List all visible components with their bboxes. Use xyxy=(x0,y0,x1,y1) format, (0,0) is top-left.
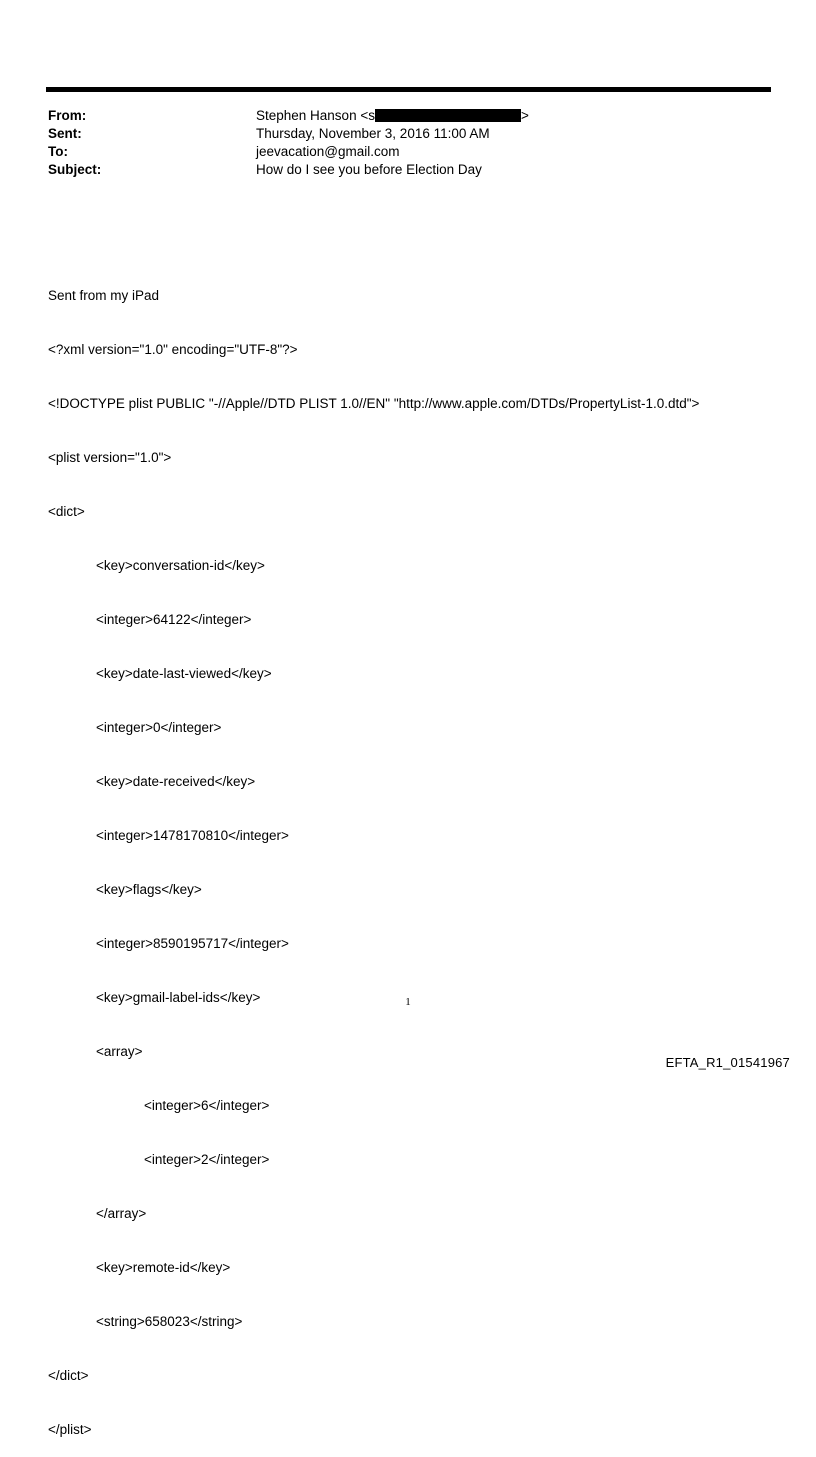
subject-row xyxy=(48,161,748,179)
body-line: <plist version="1.0"> xyxy=(48,450,172,465)
body-line: Sent from my iPad xyxy=(48,288,160,303)
page-number: 1 xyxy=(405,996,411,1008)
body-line: <integer>6</integer> xyxy=(144,1098,270,1113)
body-line: </dict> xyxy=(48,1368,89,1383)
body-line: <key>date-last-viewed</key> xyxy=(96,666,272,681)
sent-value: Thursday, November 3, 2016 11:00 AM xyxy=(256,126,490,141)
body-line: <key>flags</key> xyxy=(96,882,202,897)
body-line: <key>gmail-label-ids</key> xyxy=(96,990,261,1005)
to-row xyxy=(48,143,748,161)
from-value xyxy=(256,107,529,125)
body-line: <key>remote-id</key> xyxy=(96,1260,231,1275)
body-line: </plist> xyxy=(48,1422,92,1437)
header-rule xyxy=(46,87,771,92)
bates-number: EFTA_R1_01541967 xyxy=(665,1055,790,1070)
from-row xyxy=(48,107,748,125)
body-line: <integer>1478170810</integer> xyxy=(96,828,289,843)
to-label: To: xyxy=(48,144,68,159)
redaction-box xyxy=(375,109,521,122)
sent-row xyxy=(48,125,748,143)
from-label: From: xyxy=(48,108,87,123)
body-line: <integer>0</integer> xyxy=(96,720,222,735)
email-body xyxy=(48,251,788,1457)
to-value: jeevacation@gmail.com xyxy=(256,144,400,159)
body-line: <integer>64122</integer> xyxy=(96,612,252,627)
body-line: <integer>8590195717</integer> xyxy=(96,936,289,951)
subject-label: Subject: xyxy=(48,162,102,177)
from-name: Stephen Hanson <s xyxy=(256,108,375,123)
from-end: > xyxy=(520,108,529,123)
body-line: <?xml version="1.0" encoding="UTF-8"?> xyxy=(48,342,298,357)
body-line: <!DOCTYPE plist PUBLIC "-//Apple//DTD PLIST 1.0//EN" "http://www.apple.com/DTDs/PropertyList-1.0.dtd"> xyxy=(48,396,700,411)
body-line: <key>date-received</key> xyxy=(96,774,256,789)
body-line: <key>conversation-id</key> xyxy=(96,558,265,573)
subject-value: How do I see you before Election Day xyxy=(256,162,482,177)
sent-label: Sent: xyxy=(48,126,82,141)
body-line: <integer>2</integer> xyxy=(144,1152,270,1167)
body-line: <string>658023</string> xyxy=(96,1314,243,1329)
body-line: </array> xyxy=(96,1206,147,1221)
body-line: <array> xyxy=(96,1044,143,1059)
body-line: <dict> xyxy=(48,504,85,519)
email-header xyxy=(48,107,748,179)
